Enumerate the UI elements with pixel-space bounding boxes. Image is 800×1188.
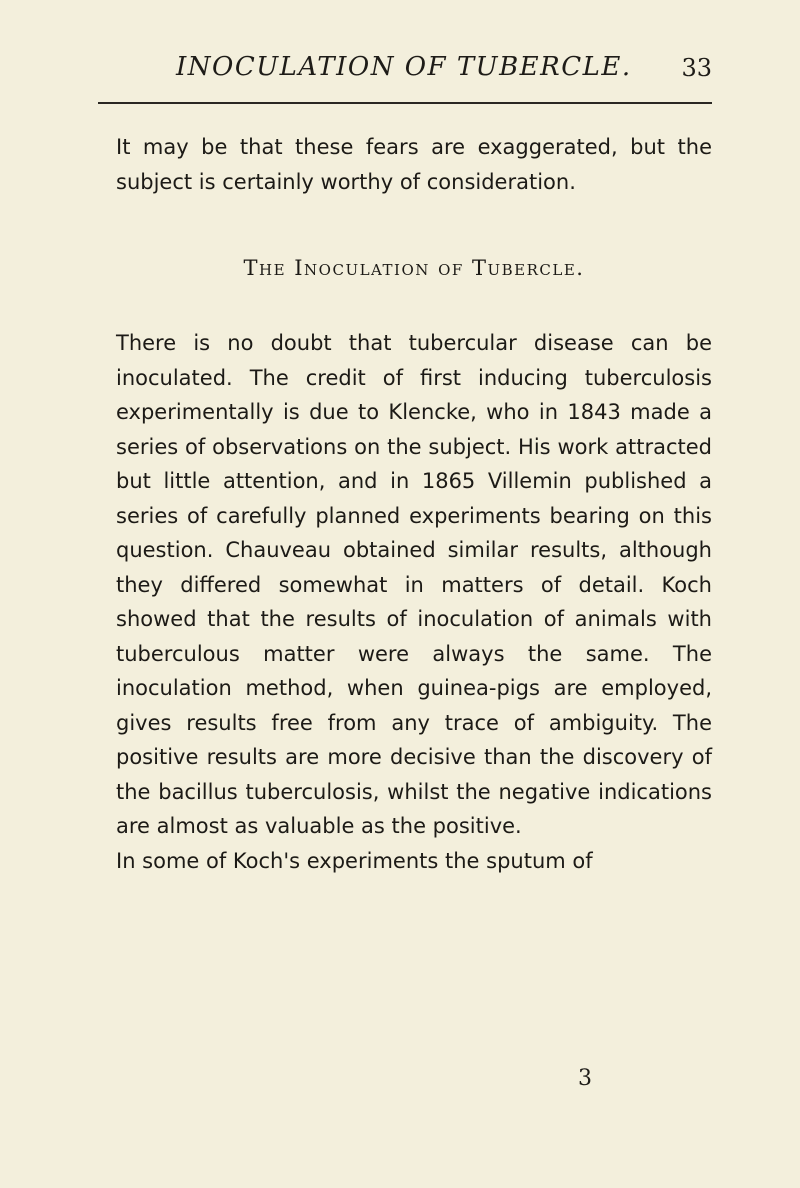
section-paragraph: There is no doubt that tubercular disease can be inoculated. The credit of first inducing tuberculosis experimentally is due to Klencke, who in 1843 made a series of observations on the subject. His work attracted but little attention, and in 1865 Villemin published a series of carefully planned experiments bearing on this question. Chauveau obtained similar results, although they differed somewhat in matters of detail. Koch showed that the results of inoculation of animals with tuberculous matter were always the same. The inoculation method, when guinea-pigs are employed, gives results free from any trace of ambiguity. The positive results are more decisive than the discovery of the bacillus tuberculosis, whilst the negative indications are almost as valuable as the positive. (116, 331, 712, 838)
running-title: INOCULATION OF TUBERCLE. (176, 52, 632, 82)
page-number: 33 (681, 54, 712, 82)
section-heading: The Inoculation of Tubercle. (243, 256, 585, 280)
header-rule (98, 102, 712, 104)
signature-mark: 3 (578, 1066, 592, 1091)
running-head (100, 52, 720, 92)
intro-block (116, 130, 712, 199)
section-body (116, 326, 712, 878)
intro-paragraph: It may be that these fears are exaggerated, but the subject is certainly worthy of consideration. (116, 135, 712, 194)
section-paragraph: In some of Koch's experiments the sputum of (116, 848, 593, 873)
